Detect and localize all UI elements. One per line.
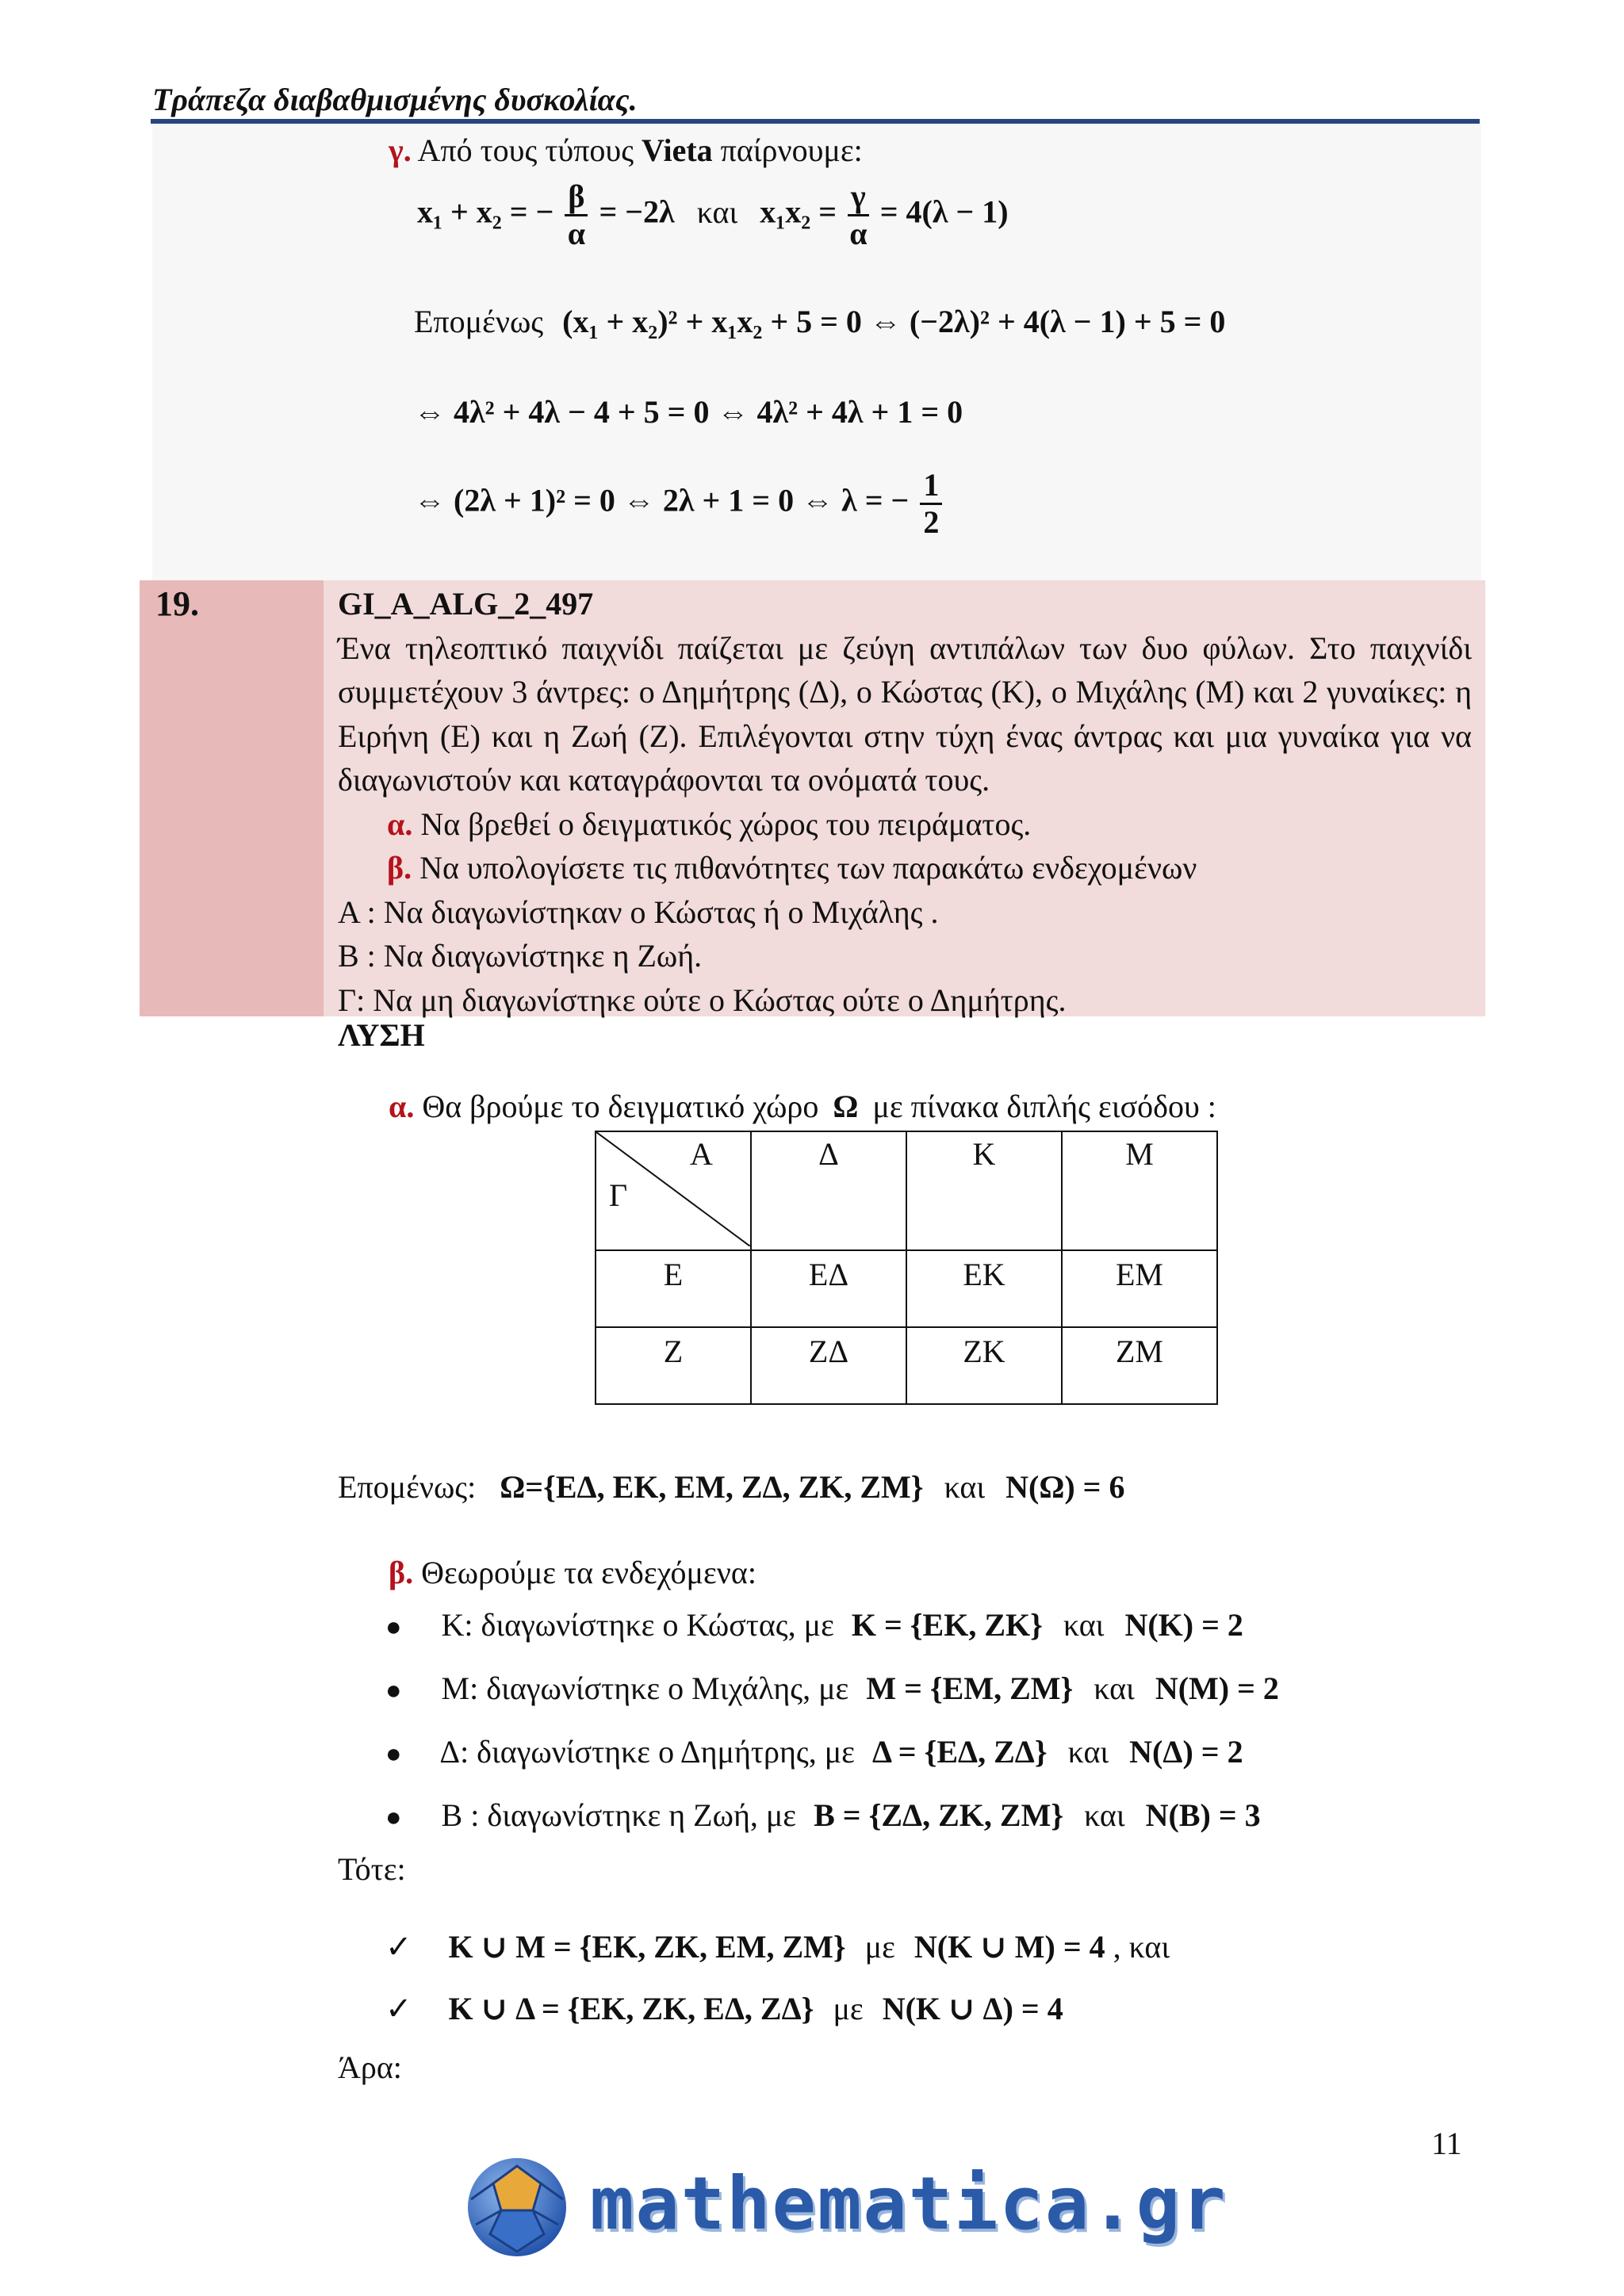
- solution-b-text: Θεωρούμε τα ενδεχόμενα:: [421, 1555, 756, 1590]
- list-item: ● Β : διαγωνίστηκε η Ζωή, με B = {ZΔ, ZK, ZM} και N(B) = 3: [385, 1797, 1261, 1833]
- problem-statement: Ένα τηλεοπτικό παιχνίδι παίζεται με ζεύγη αντιπάλων των δυο φύλων. Στο παιχνίδι συμμετέχουν 3 άντρες: ο Δημήτρης (Δ), ο Κώστας (Κ), ο Μιχάλης (Μ) και 2 γυναίκες: η Ειρήνη (Ε) και η Ζωή (Ζ). Επιλέγονται στην τύχη ένας άντρας και μια γυναίκα για να διαγωνιστούν και καταγράφονται τα ονόματά τους.: [338, 629, 1472, 798]
- col-header: Δ: [751, 1131, 906, 1250]
- bullet-icon: ●: [385, 1739, 402, 1769]
- sample-space-table: [595, 1131, 1218, 1405]
- table-row: [596, 1250, 1217, 1327]
- omega-symbol: Ω: [833, 1089, 859, 1124]
- list-item: ● Κ: διαγωνίστηκε ο Κώστας, με K = {EK, ZK} και N(K) = 2: [385, 1607, 1243, 1643]
- problem-text: [338, 582, 1472, 1022]
- page-header-title: Τράπεζα διαβαθμισμένης δυσκολίας.: [152, 82, 638, 117]
- vieta-prod-lhs: x₁x₂ =: [760, 193, 837, 230]
- omega-kai: και: [944, 1469, 986, 1505]
- vieta-intro-post: παίρνουμε:: [720, 132, 863, 168]
- table-corner-cell: [596, 1131, 751, 1250]
- list-item: ✓ K ∪ M = {EK, ZK, EM, ZM} με N(K ∪ M) = 4 , και: [385, 1929, 1170, 1965]
- bullet-icon: ●: [385, 1613, 402, 1642]
- site-logo-text: mathematica.gr: [590, 2161, 1228, 2246]
- corner-label-top: Α: [690, 1136, 713, 1172]
- problem-b-label: β.: [387, 850, 412, 886]
- tote-label: Τότε:: [338, 1851, 406, 1887]
- problem-code: GI_A_ALG_2_497: [338, 586, 594, 622]
- omega-set: Ω={ΕΔ, ΕΚ, ΕΜ, ΖΔ, ΖΚ, ΖΜ}: [500, 1469, 924, 1505]
- beta-over-alpha: $\frac{\beta}{\alpha}$: [565, 179, 588, 251]
- omega-set-line: [338, 1468, 1124, 1506]
- vieta-intro-pre: Από τους τύπους: [417, 132, 634, 168]
- solution-a-line: [389, 1085, 1216, 1129]
- row-header: Ζ: [596, 1327, 751, 1404]
- vieta-prod-rhs: = 4(λ − 1): [879, 193, 1009, 230]
- omega-count: N(Ω) = 6: [1005, 1469, 1125, 1505]
- event-g: Γ: Να μη διαγωνίστηκε ούτε ο Κώστας ούτε ο Δημήτρης.: [338, 982, 1067, 1018]
- event-b: Β : Να διαγωνίστηκε η Ζωή.: [338, 938, 703, 974]
- table-cell: ΕΔ: [751, 1250, 906, 1327]
- col-header: Μ: [1062, 1131, 1217, 1250]
- vieta-intro-line: [389, 128, 863, 173]
- page-number: 11: [1431, 2126, 1462, 2161]
- solution-b-label: β.: [389, 1555, 414, 1590]
- bullet-icon: ●: [385, 1676, 402, 1705]
- solution-b-line: [389, 1551, 756, 1595]
- vieta-kai: και: [696, 193, 738, 230]
- table-row: [596, 1327, 1217, 1404]
- equation-line-1: [414, 303, 1225, 340]
- gamma-over-alpha: $\frac{\gamma}{\alpha}$: [848, 179, 869, 251]
- one-over-two: $\frac{1}{2}$: [920, 468, 942, 540]
- equation-line-3: [414, 468, 945, 540]
- list-item: ● Μ: διαγωνίστηκε ο Μιχάλης, με M = {EM, ZM} και N(M) = 2: [385, 1670, 1279, 1706]
- problem-number-cell: [140, 580, 324, 1016]
- table-cell: ΖΚ: [906, 1327, 1062, 1404]
- problem-a-label: α.: [387, 806, 413, 842]
- epomenos-word: Επομένως: [414, 304, 544, 339]
- checkmark-icon: ✓: [385, 1991, 412, 2026]
- ara-label: Άρα:: [338, 2049, 402, 2085]
- table-cell: ΕΚ: [906, 1250, 1062, 1327]
- table-cell: ΖΜ: [1062, 1327, 1217, 1404]
- problem-b-text: Να υπολογίσετε τις πιθανότητες των παρακάτω ενδεχομένων: [419, 850, 1197, 886]
- vieta-formulas: [417, 179, 1009, 251]
- list-item: ✓ K ∪ Δ = {EK, ZK, EΔ, ZΔ} με N(K ∪ Δ) = 4: [385, 1991, 1063, 2026]
- vieta-word: Vieta: [642, 132, 713, 168]
- solution-a-text-pre: Θα βρούμε το δειγματικό χώρο: [422, 1089, 819, 1124]
- equation-2: ⇔ 4λ² + 4λ − 4 + 5 = 0 ⇔ 4λ² + 4λ + 1 = 0: [414, 394, 963, 430]
- list-item: ● Δ: διαγωνίστηκε ο Δημήτρης, με Δ = {EΔ, ZΔ} και N(Δ) = 2: [385, 1734, 1243, 1770]
- table-cell: ΖΔ: [751, 1327, 906, 1404]
- problem-number: 19.: [155, 584, 199, 623]
- part-c-label: γ.: [389, 132, 412, 168]
- bullet-icon: ●: [385, 1803, 402, 1832]
- solution-a-text-post: με πίνακα διπλής εισόδου :: [872, 1089, 1216, 1124]
- vieta-sum-lhs: x₁ + x₂ = −: [417, 193, 554, 230]
- solution-a-label: α.: [389, 1089, 415, 1124]
- polyhedron-logo-icon: [465, 2155, 569, 2260]
- equation-3-pre: ⇔ (2λ + 1)² = 0 ⇔ 2λ + 1 = 0 ⇔ λ = −: [414, 482, 910, 519]
- vieta-sum-rhs: = −2λ: [599, 193, 675, 230]
- checkmark-icon: ✓: [385, 1929, 412, 1965]
- event-a: Α : Να διαγωνίστηκαν ο Κώστας ή ο Μιχάλης .: [338, 894, 939, 930]
- corner-label-bottom: Γ: [609, 1177, 628, 1213]
- table-cell: ΕΜ: [1062, 1250, 1217, 1327]
- epomenos-label: Επομένως:: [338, 1469, 477, 1505]
- row-header: Ε: [596, 1250, 751, 1327]
- col-header: Κ: [906, 1131, 1062, 1250]
- equation-1: (x₁ + x₂)² + x₁x₂ + 5 = 0 ⇔ (−2λ)² + 4(λ − 1) + 5 = 0: [562, 304, 1226, 339]
- solution-heading: ΛΥΣΗ: [338, 1017, 425, 1053]
- problem-a-text: Να βρεθεί ο δειγματικός χώρος του πειράματος.: [420, 806, 1032, 842]
